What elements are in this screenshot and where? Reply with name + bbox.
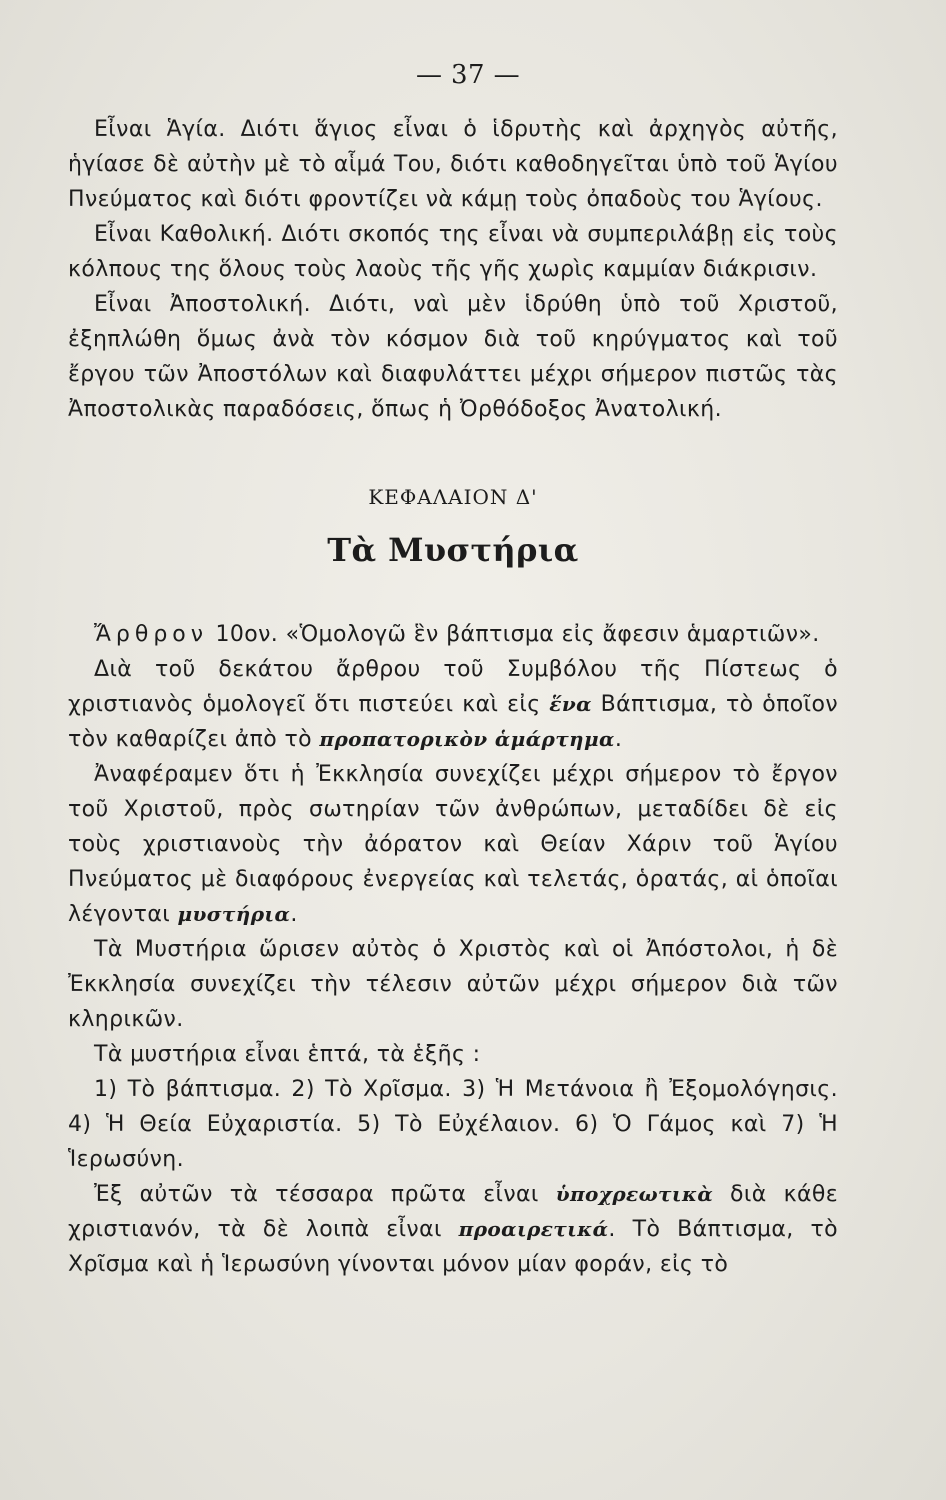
paragraph-catholic (68, 217, 838, 287)
chapter-label: ΚΕΦΑΛΑΙΟΝ Δ' (368, 485, 538, 509)
text-apostolic: Διότι, ναὶ μὲν ἱδρύθη ὑπὸ τοῦ Χριστοῦ, ἐξηπλώθη ὅμως ἀνὰ τὸν κόσμον διὰ τοῦ κηρύγματος καὶ τοῦ ἔργου τῶν Ἀποστόλων καὶ διαφυλάττει μέχρι σήμερον πιστῶς τὰς Ἀποστολικὰς παραδόσεις, ὅπως ἡ Ὀρθόδοξος Ἀνατολική. (68, 292, 838, 422)
text-grace-2: . (290, 902, 298, 927)
paragraph-apostolic (68, 287, 838, 427)
paragraph-seven: Τὰ μυστήρια εἶναι ἑπτά, τὰ ἑξῆς : (94, 1042, 481, 1067)
lead-holy: Εἶναι Ἁγία. (94, 117, 226, 142)
page-text (68, 60, 838, 1282)
emphasis-ena: ἕνα (549, 692, 592, 716)
article-quote: «Ὁμολογῶ ἓν βάπτισμα εἰς ἄφεσιν ἁμαρτιῶν». (285, 622, 820, 647)
emphasis-optional: προαιρετικά (458, 1217, 609, 1241)
page-number: — 37 — (415, 60, 520, 90)
article-heading (68, 617, 838, 652)
text-obligatory-3: . Τὸ Βάπτισμα, τὸ Χρῖσμα καὶ ἡ Ἱερωσύνη γίνονται μόνον μίαν φοράν, εἰς τὸ (68, 1217, 838, 1277)
paragraph-church-grace (68, 757, 838, 932)
text-obligatory-1: Ἐξ αὐτῶν τὰ τέσσαρα πρῶτα εἶναι (94, 1182, 556, 1207)
text-obligatory-2: διὰ κάθε χριστιανόν, τὰ δὲ λοιπὰ εἶναι (68, 1182, 839, 1242)
emphasis-obligatory: ὑποχρεωτικὰ (555, 1182, 714, 1206)
paragraph-obligatory (68, 1177, 838, 1282)
paragraph-list: 1) Τὸ βάπτισμα. 2) Τὸ Χρῖσμα. 3) Ἡ Μετάνοια ἢ Ἐξομολόγησις. 4) Ἡ Θεία Εὐχαριστία. 5) Τὸ Εὐχέλαιον. 6) Ὁ Γάμος καὶ 7) Ἡ Ἱερωσύνη. (68, 1077, 838, 1172)
lead-catholic: Εἶναι Καθολική. (94, 222, 274, 247)
article-number: 10ον. (215, 622, 279, 647)
text-baptism-3: . (614, 727, 623, 752)
lead-apostolic: Εἶναι Ἀποστολική. (94, 292, 311, 317)
paragraph-holy (68, 112, 838, 217)
text-catholic: Διότι σκοπός της εἶναι νὰ συμπεριλάβῃ εἰς τοὺς κόλπους της ὅλους τοὺς λαοὺς τῆς γῆς χωρὶς καμμίαν διάκρισιν. (68, 222, 838, 282)
text-holy: Διότι ἅγιος εἶναι ὁ ἱδρυτὴς καὶ ἀρχηγὸς αὐτῆς, ἡγίασε δὲ αὐτὴν μὲ τὸ αἷμά Του, διότι καθοδηγεῖται ὑπὸ τοῦ Ἁγίου Πνεύματος καὶ διότι φροντίζει νὰ κάμῃ τοὺς ὀπαδοὺς του Ἁγίους. (68, 117, 838, 212)
emphasis-original-sin: προπατορικὸν ἁμάρτημα (319, 727, 615, 751)
paragraph-baptism (68, 652, 838, 757)
paragraph-institution: Τὰ Μυστήρια ὥρισεν αὐτὸς ὁ Χριστὸς καὶ οἱ Ἀπόστολοι, ἡ δὲ Ἐκκλησία συνεχίζει τὴν τέλεσιν αὐτῶν μέχρι σήμερον διὰ τῶν κληρικῶν. (68, 937, 838, 1032)
chapter-title: Τὰ Μυστήρια (327, 531, 579, 569)
article-word: Ἄρθρον (94, 622, 209, 647)
text-grace-1: Ἀναφέραμεν ὅτι ἡ Ἐκκλησία συνεχίζει μέχρι σήμερον τὸ ἔργον τοῦ Χριστοῦ, πρὸς σωτηρίαν τῶν ἀνθρώπων, μεταδίδει δὲ εἰς τοὺς χριστιανοὺς τὴν ἀόρατον καὶ Θείαν Χάριν τοῦ Ἁγίου Πνεύματος μὲ διαφόρους ἐνεργείας καὶ τελετάς, ὁρατάς, αἱ ὁποῖαι λέγονται (68, 762, 838, 927)
text-baptism-1: Διὰ τοῦ δεκάτου ἄρθρου τοῦ Συμβόλου τῆς Πίστεως ὁ χριστιανὸς ὁμολογεῖ ὅτι πιστεύει καὶ εἰς (68, 657, 838, 717)
text-baptism-2: Βάπτισμα, τὸ ὁποῖον τὸν καθαρίζει ἀπὸ τὸ (68, 692, 839, 752)
emphasis-mysteria: μυστήρια (177, 902, 291, 926)
